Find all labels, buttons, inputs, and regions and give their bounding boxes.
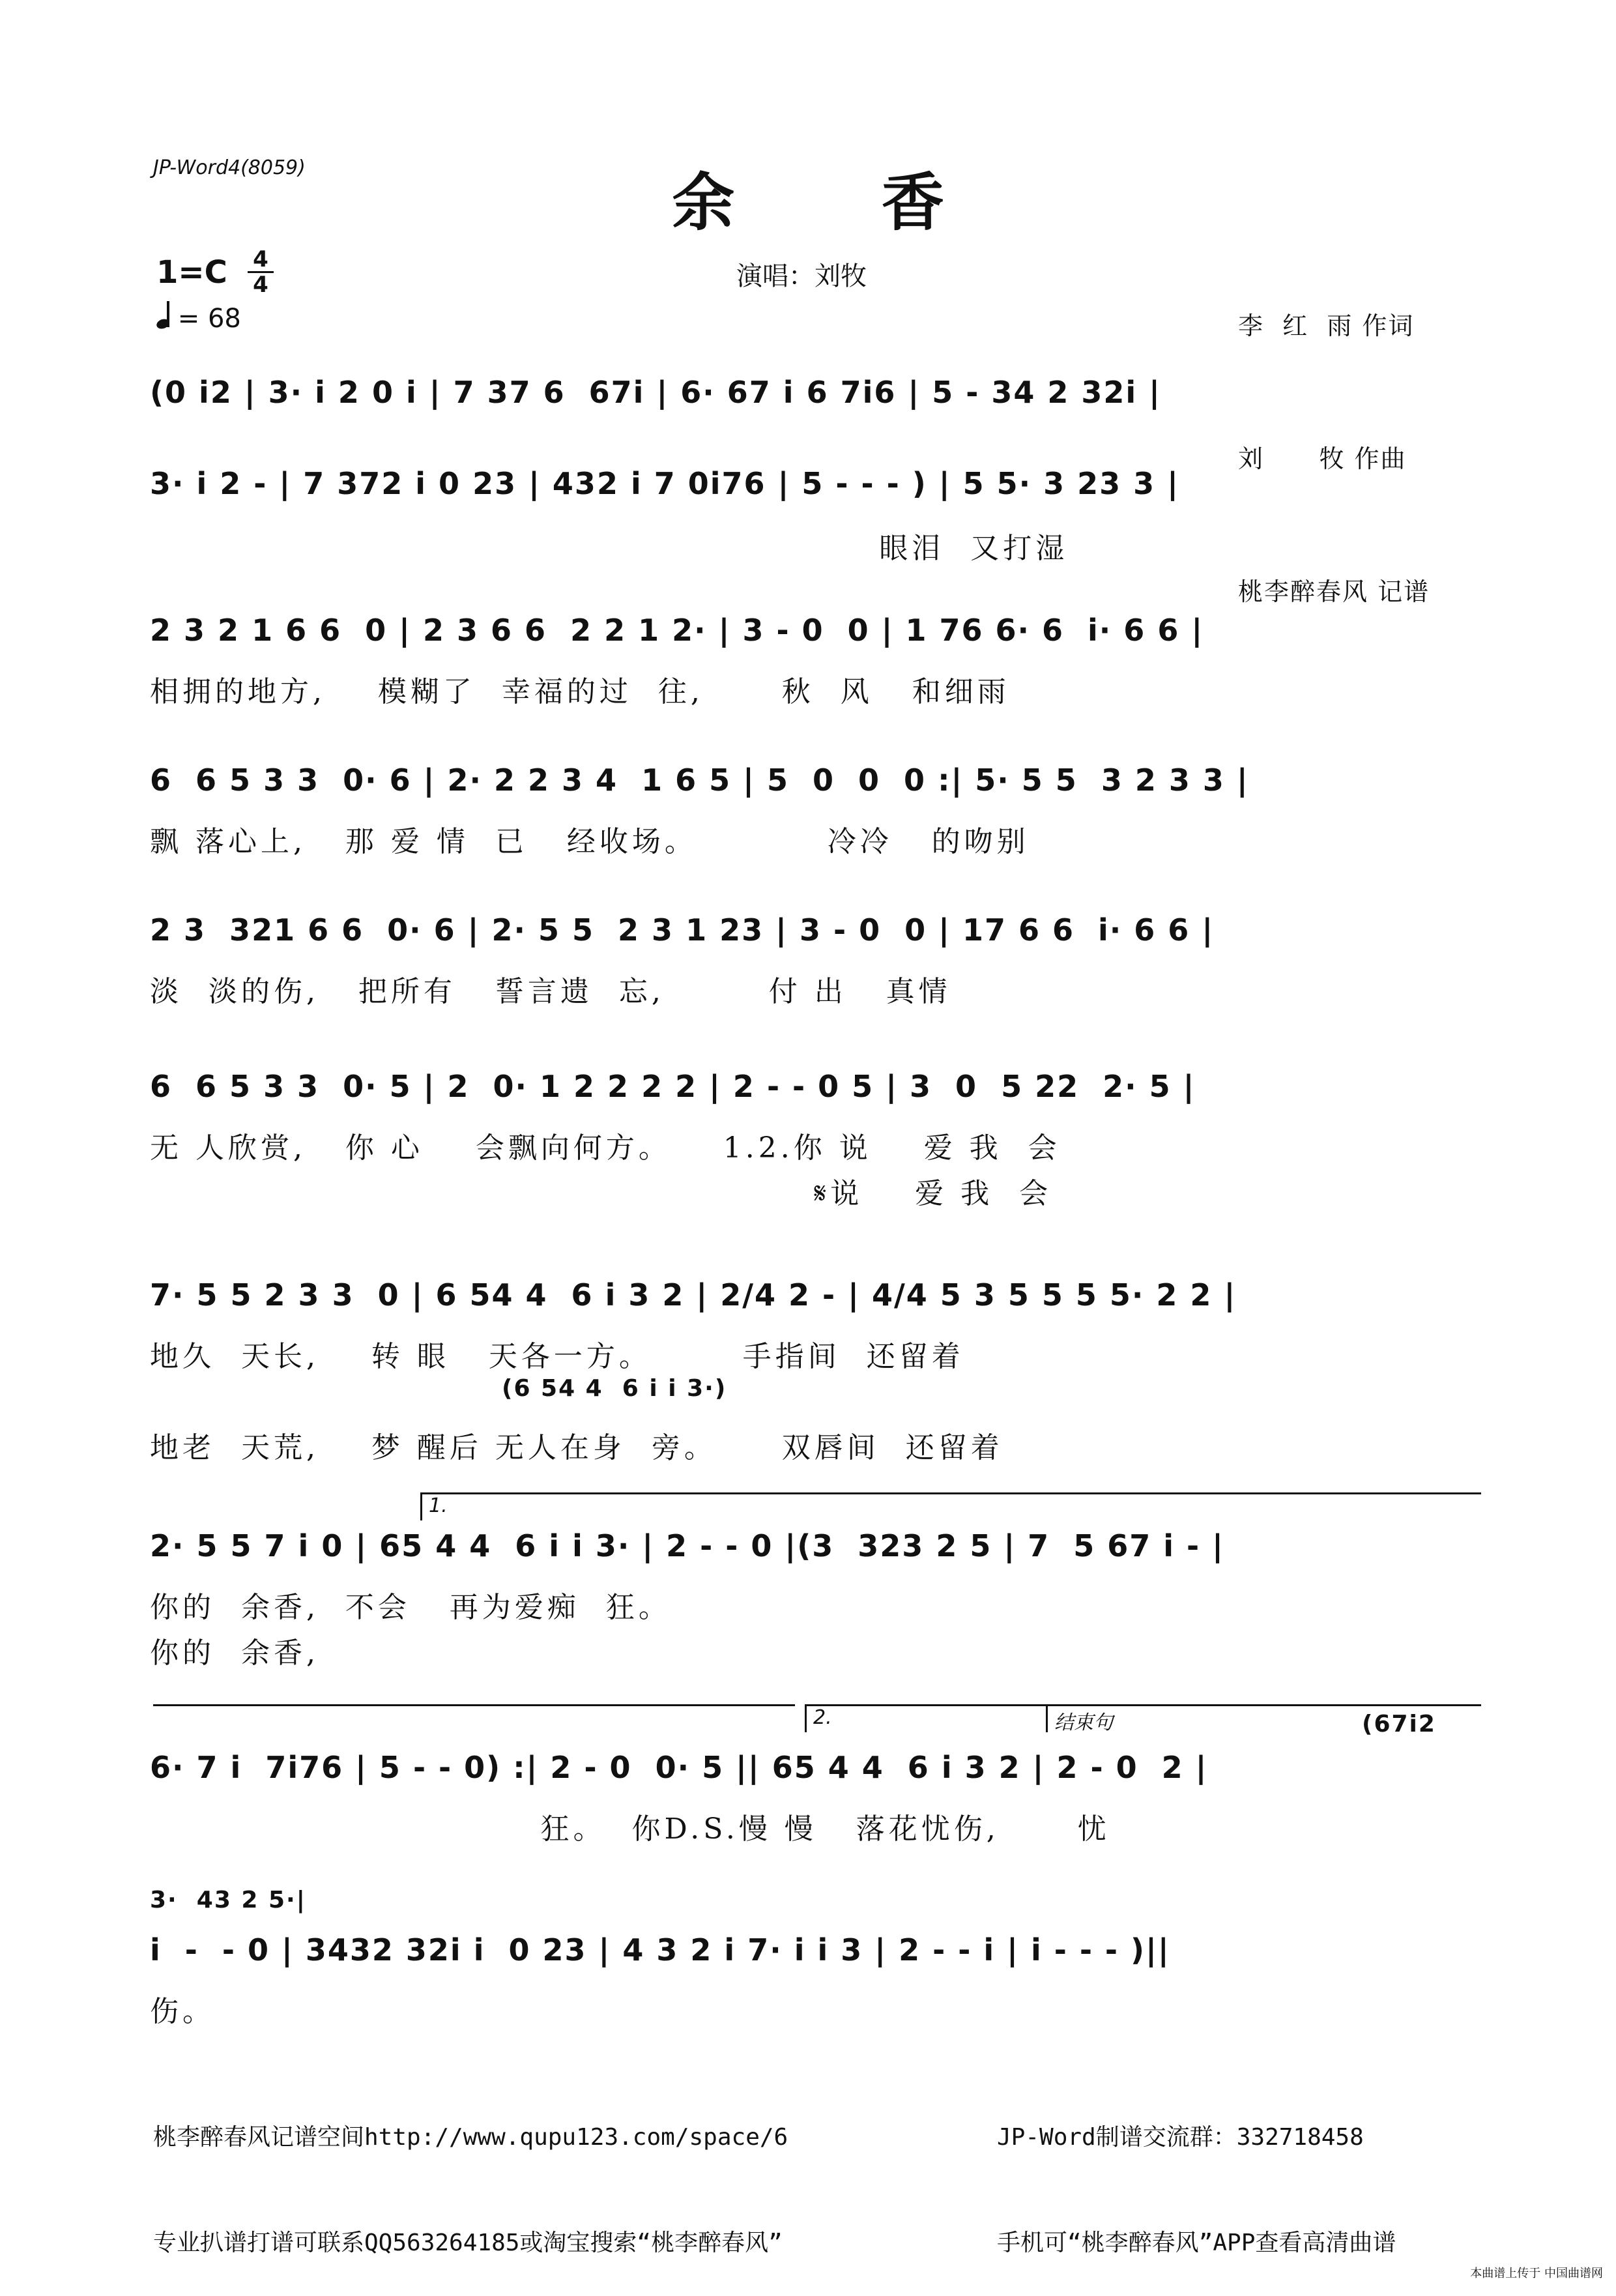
notation-line: 3· i 2 - | 7 372 i 0 23 | 432 i 7 0i76 | 5 - - - ) | 5 5· 3 23 3 |: [150, 466, 1179, 501]
time-signature: [248, 248, 274, 297]
tempo-marking: [156, 301, 241, 334]
software-label: JP-Word4(8059): [153, 156, 306, 179]
notation-line: 6 6 5 3 3 0· 5 | 2 0· 1 2 2 2 2 | 2 - - 0 5 | 3 0 5 22 2· 5 |: [150, 1069, 1196, 1104]
lyric-line: 眼泪 又打湿: [150, 532, 1069, 565]
first-ending-bracket: 1.: [420, 1492, 1481, 1520]
footer-right: [997, 2050, 1396, 2296]
lyric-line: 伤。: [150, 1995, 215, 2028]
second-ending-bracket: 2.: [805, 1704, 1048, 1732]
lyric-line: 地久 天长, 转 眼 天各一方。 手指间 还留着: [150, 1340, 964, 1373]
footer-left: [153, 2050, 788, 2296]
lyric-line: 淡 淡的伤, 把所有 誓言遗 忘, 付 出 真情: [150, 975, 951, 1008]
lyric-line: 地老 天荒, 梦 醒后 无人在身 旁。 双唇间 还留着: [150, 1431, 1003, 1464]
time-sig-bottom: 4: [248, 271, 274, 297]
footer-website: 桃李醉春风记谱空间http://www.qupu123.com/space/6: [153, 2124, 788, 2151]
credit-transcriber: 桃李醉春风 记谱: [1238, 577, 1430, 606]
ornament-notation: 3· 43 2 5·|: [150, 1887, 306, 1913]
footer-group: JP-Word制谱交流群：332718458: [997, 2124, 1364, 2151]
singer-label: 演唱：刘牧: [736, 261, 867, 291]
notation-line: 2· 5 5 7 i 0 | 65 4 4 6 i i 3· | 2 - - 0 |(3 323 2 5 | 7 5 67 i - |: [150, 1528, 1224, 1563]
footer-app: 手机可“桃李醉春风”APP查看高清曲谱: [997, 2230, 1396, 2256]
upload-watermark: 本曲谱上传于 中国曲谱网: [1470, 2267, 1603, 2280]
lyric-line: 你的 余香, 不会 再为爱痴 狂。: [150, 1591, 671, 1624]
notation-line: 6· 7 i 7i76 | 5 - - 0) :| 2 - 0 0· 5 || 65 4 4 6 i 3 2 | 2 - 0 2 |: [150, 1750, 1208, 1785]
credits: [1238, 215, 1430, 658]
ending-phrase-bracket: 结束句: [1046, 1704, 1481, 1732]
notation-line: 6 6 5 3 3 0· 6 | 2· 2 2 3 4 1 6 5 | 5 0 0 0 :| 5· 5 5 3 2 3 3 |: [150, 763, 1249, 798]
song-title: 余 香: [672, 166, 1007, 239]
ornament-notation: (6 54 4 6 i i 3·): [502, 1375, 727, 1402]
credit-composer: 刘 牧 作曲: [1238, 444, 1407, 473]
notation-line: 2 3 321 6 6 0· 6 | 2· 5 5 2 3 1 23 | 3 - 0 0 | 17 6 6 i· 6 6 |: [150, 912, 1215, 948]
lyric-line: 你的 余香,: [150, 1636, 319, 1670]
lyric-line: 𝄋说 爱 我 会: [150, 1177, 1052, 1210]
lyric-line: 相拥的地方, 模糊了 幸福的过 往, 秋 风 和细雨: [150, 675, 1010, 708]
lyric-line: 狂。 你D.S.慢 慢 落花忧伤, 忧: [150, 1812, 1110, 1846]
notation-line: i - - 0 | 3432 32i i 0 23 | 4 3 2 i 7· i i 3 | 2 - - i | i - - - )||: [150, 1932, 1170, 1968]
notation-line: 2 3 2 1 6 6 0 | 2 3 6 6 2 2 1 2· | 3 - 0 0 | 1 76 6· 6 i· 6 6 |: [150, 613, 1204, 648]
lyric-line: 飘 落心上, 那 爱 情 已 经收场。 冷冷 的吻别: [150, 825, 1030, 858]
time-sig-top: 4: [253, 246, 268, 272]
ornament-notation: (67i2: [1362, 1711, 1436, 1737]
lyric-line: 无 人欣赏, 你 心 会飘向何方。 1.2.你 说 爱 我 会: [150, 1131, 1061, 1165]
notation-line: 7· 5 5 2 3 3 0 | 6 54 4 6 i 3 2 | 2/4 2 - | 4/4 5 3 5 5 5 5· 2 2 |: [150, 1277, 1237, 1313]
credit-lyricist: 李 红 雨 作词: [1238, 312, 1415, 340]
key-signature: 1=C: [156, 254, 227, 291]
tempo-value: = 68: [177, 304, 241, 334]
notation-line: (0 i2 | 3· i 2 0 i | 7 37 6 67i | 6· 67 i 6 7i6 | 5 - 34 2 32i |: [150, 375, 1161, 410]
repeat-bracket-line: [153, 1704, 795, 1706]
footer-contact: 专业扒谱打谱可联系QQ563264185或淘宝搜索“桃李醉春风”: [153, 2230, 783, 2256]
